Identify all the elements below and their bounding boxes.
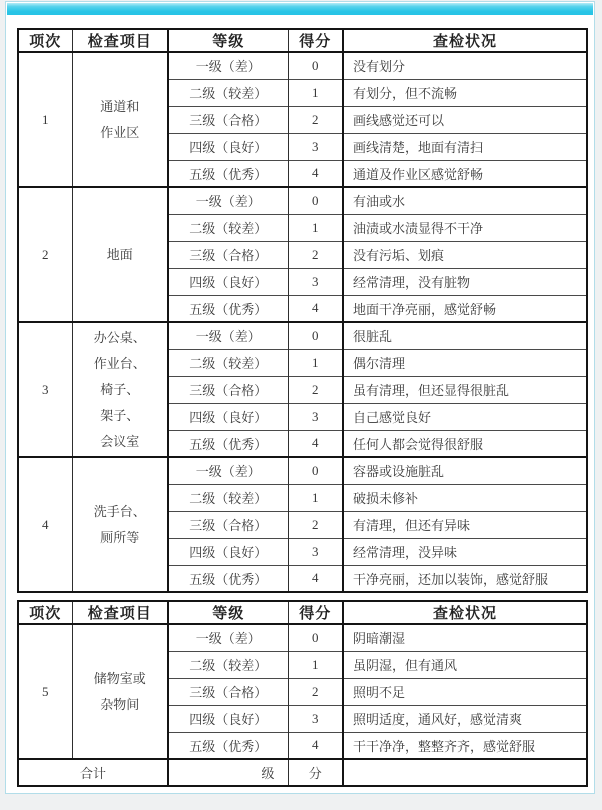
grade-cell: 一级（差） xyxy=(168,52,288,79)
score-cell: 2 xyxy=(288,511,343,538)
score-cell: 3 xyxy=(288,538,343,565)
grade-cell: 五级（优秀） xyxy=(168,565,288,592)
status-cell: 照明不足 xyxy=(343,678,587,705)
grade-cell: 五级（优秀） xyxy=(168,160,288,187)
grade-cell: 一级（差） xyxy=(168,187,288,214)
score-cell: 1 xyxy=(288,79,343,106)
column-header-1: 项次 xyxy=(18,601,72,624)
grade-cell: 二级（较差） xyxy=(168,651,288,678)
check-item-line: 杂物间 xyxy=(100,696,140,712)
grade-cell: 三级（合格） xyxy=(168,511,288,538)
check-item-line: 作业台、 xyxy=(93,355,146,371)
status-cell: 虽有清理，但还显得很脏乱 xyxy=(343,376,587,403)
status-cell: 虽阴湿，但有通风 xyxy=(343,651,587,678)
score-cell: 1 xyxy=(288,484,343,511)
check-item-line: 洗手台、 xyxy=(93,503,146,519)
grade-cell: 四级（良好） xyxy=(168,403,288,430)
status-cell: 通道及作业区感觉舒畅 xyxy=(343,160,587,187)
table-row xyxy=(18,624,587,651)
grade-cell: 四级（良好） xyxy=(168,705,288,732)
status-cell: 没有划分 xyxy=(353,59,406,75)
check-item-cell xyxy=(72,624,168,759)
status-cell: 干干净净，整整齐齐，感觉舒服 xyxy=(343,732,587,759)
total-grade-cell: 级 xyxy=(168,759,288,786)
score-cell: 1 xyxy=(288,651,343,678)
item-number-cell: 3 xyxy=(18,322,72,457)
status-cell: 有油或水 xyxy=(343,187,587,214)
score-cell: 0 xyxy=(288,457,343,484)
table-row xyxy=(18,322,587,349)
grade-cell: 四级（良好） xyxy=(168,268,288,295)
check-item-line: 架子、 xyxy=(100,407,140,423)
score-cell: 4 xyxy=(288,160,343,187)
grade-cell: 三级（合格） xyxy=(168,241,288,268)
header-row xyxy=(18,29,587,52)
check-item-cell xyxy=(72,52,168,187)
status-cell: 阴暗潮湿 xyxy=(353,631,406,647)
score-cell: 3 xyxy=(288,133,343,160)
grade-cell: 五级（优秀） xyxy=(168,430,288,457)
top-accent-bar xyxy=(7,3,593,15)
inspection-checklist xyxy=(6,15,594,787)
grade-cell: 三级（合格） xyxy=(168,106,288,133)
table-row xyxy=(18,187,587,214)
check-item-line: 地面 xyxy=(106,246,133,262)
column-header-2: 检查项目 xyxy=(72,29,168,52)
score-cell: 4 xyxy=(288,430,343,457)
grade-cell: 一级（差） xyxy=(168,457,288,484)
score-cell: 3 xyxy=(288,705,343,732)
status-cell: 经常清理，没异味 xyxy=(343,538,587,565)
status-cell: 任何人都会觉得很舒服 xyxy=(343,430,587,457)
score-cell: 0 xyxy=(288,322,343,349)
score-cell: 4 xyxy=(288,565,343,592)
table-row xyxy=(18,52,587,79)
check-item-line: 会议室 xyxy=(100,433,140,449)
checklist-table-1 xyxy=(17,28,588,593)
status-cell: 地面干净亮丽，感觉舒畅 xyxy=(343,295,587,322)
item-number-cell: 5 xyxy=(18,624,72,759)
column-header-2: 检查项目 xyxy=(72,601,168,624)
grade-cell: 五级（优秀） xyxy=(168,732,288,759)
score-cell: 3 xyxy=(288,403,343,430)
status-cell: 干净亮丽，还加以装饰，感觉舒服 xyxy=(343,565,587,592)
score-cell: 2 xyxy=(288,241,343,268)
status-cell: 有划分，但不流畅 xyxy=(343,79,587,106)
grade-cell: 二级（较差） xyxy=(168,349,288,376)
grade-cell: 二级（较差） xyxy=(168,79,288,106)
score-cell: 1 xyxy=(288,349,343,376)
check-item-line: 储物室或 xyxy=(93,670,146,686)
column-header-3: 等级 xyxy=(168,29,288,52)
grade-cell: 一级（差） xyxy=(168,624,288,651)
grade-cell: 四级（良好） xyxy=(168,133,288,160)
item-number-cell: 1 xyxy=(18,52,72,187)
grade-cell: 三级（合格） xyxy=(168,376,288,403)
column-header-4: 得分 xyxy=(288,29,343,52)
table-row xyxy=(18,457,587,484)
score-cell: 2 xyxy=(288,106,343,133)
item-number-cell: 2 xyxy=(18,187,72,322)
total-score-cell: 分 xyxy=(288,759,343,786)
total-row xyxy=(18,759,587,786)
score-cell: 2 xyxy=(288,376,343,403)
column-header-3: 等级 xyxy=(168,601,288,624)
grade-cell: 二级（较差） xyxy=(168,214,288,241)
column-header-5: 查检状况 xyxy=(343,29,587,52)
score-cell: 4 xyxy=(288,732,343,759)
score-cell: 1 xyxy=(288,214,343,241)
status-cell: 经常清理，没有脏物 xyxy=(343,268,587,295)
grade-cell: 一级（差） xyxy=(168,322,288,349)
score-cell: 0 xyxy=(288,624,343,651)
status-cell: 破损未修补 xyxy=(343,484,587,511)
check-item-line: 办公桌、 xyxy=(93,329,146,345)
status-cell: 油渍或水渍显得不干净 xyxy=(343,214,587,241)
checklist-frame xyxy=(5,1,595,794)
status-cell: 画线感觉还可以 xyxy=(343,106,587,133)
column-header-4: 得分 xyxy=(288,601,343,624)
item-number-cell: 4 xyxy=(18,457,72,592)
column-header-5: 查检状况 xyxy=(343,601,587,624)
status-cell: 偶尔清理 xyxy=(343,349,587,376)
check-item-line: 厕所等 xyxy=(100,529,140,545)
status-cell: 照明适度，通风好，感觉清爽 xyxy=(343,705,587,732)
score-cell: 0 xyxy=(288,187,343,214)
score-cell: 2 xyxy=(288,678,343,705)
check-item-line: 通道和 xyxy=(100,98,140,114)
checklist-table-2 xyxy=(17,600,588,787)
status-cell: 画线清楚，地面有清扫 xyxy=(343,133,587,160)
score-cell: 0 xyxy=(288,52,343,79)
grade-cell: 四级（良好） xyxy=(168,538,288,565)
check-item-cell xyxy=(72,322,168,457)
score-cell: 4 xyxy=(288,295,343,322)
check-item-cell xyxy=(72,457,168,592)
column-header-1: 项次 xyxy=(18,29,72,52)
grade-cell: 五级（优秀） xyxy=(168,295,288,322)
header-row xyxy=(18,601,587,624)
status-cell: 很脏乱 xyxy=(343,322,587,349)
score-cell: 3 xyxy=(288,268,343,295)
status-cell: 自己感觉良好 xyxy=(343,403,587,430)
check-item-cell xyxy=(72,187,168,322)
grade-cell: 二级（较差） xyxy=(168,484,288,511)
check-item-line: 作业区 xyxy=(100,124,140,140)
grade-cell: 三级（合格） xyxy=(168,678,288,705)
check-item-line: 椅子、 xyxy=(100,381,140,397)
total-status-cell xyxy=(343,759,587,786)
total-label-cell: 合计 xyxy=(18,759,168,786)
status-cell: 有清理，但还有异味 xyxy=(343,511,587,538)
status-cell: 容器或设施脏乱 xyxy=(343,457,587,484)
status-cell: 没有污垢、划痕 xyxy=(343,241,587,268)
